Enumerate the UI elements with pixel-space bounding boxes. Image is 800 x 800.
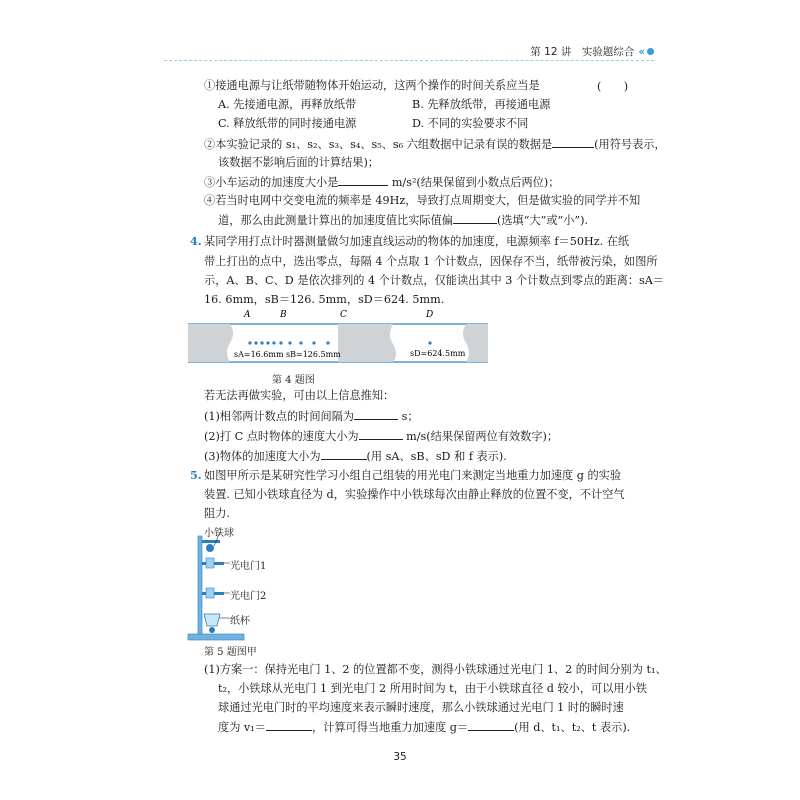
tape-sd-label: sD=624.5mm <box>410 349 466 358</box>
label-iron-ball: 小铁球 <box>204 528 234 539</box>
q3-part1-paren: ( ) <box>597 80 629 93</box>
q4-intro: 若无法再做实验，可由以上信息推知： <box>204 389 395 402</box>
tape-sb-label: sB=126.5mm <box>286 350 341 359</box>
header-divider <box>164 60 654 61</box>
q5-sub1-line1: (1)方案一：保持光电门 1、2 的位置都不变，测得小铁球通过光电门 1、2 的时间分别为 t₁、 <box>204 663 667 676</box>
tape-sa-label: sA=16.6mm <box>234 350 284 359</box>
iron-ball <box>206 544 214 552</box>
dot-icon <box>647 48 654 55</box>
q4-line2: 带上打出的点中，选出零点，每隔 4 个点取 1 个计数点，因保存不当，纸带被污染，如图所 <box>204 255 658 268</box>
answer-blank <box>321 448 367 460</box>
top-clamp <box>202 540 220 543</box>
tape-label-b: B <box>280 310 287 320</box>
header-title: 第 12 讲 实验题综合 <box>530 46 635 58</box>
page-number: 35 <box>393 751 407 763</box>
paper-cup <box>204 614 220 626</box>
gate2-sensor <box>206 588 214 598</box>
q3-option-a: A. 先接通电源，再释放纸带 <box>218 98 357 111</box>
q5-sub1-line3: 球通过光电门时的平均速度来表示瞬时速度，那么小铁球通过光电门 1 时的瞬时速 <box>218 701 624 714</box>
q3-part2-line2: 该数据不影响后面的计算结果)； <box>218 156 379 169</box>
smudge-left <box>188 324 233 362</box>
q4-sub2: (2)打 C 点时物体的速度大小为 m/s(结果保留两位有效数字)； <box>204 430 559 443</box>
q5-line1: 如图甲所示是某研究性学习小组自己组装的用光电门来测定当地重力加速度 g 的实验 <box>204 469 622 482</box>
q4-sub3: (3)物体的加速度大小为 (用 sA、sB、sD 和 f 表示). <box>204 450 507 463</box>
q5-line3: 阻力. <box>204 507 230 520</box>
q5-sub1-line4: 度为 v₁＝ ，计算可得当地重力加速度 g＝ (用 d、t₁、t₂、t 表示). <box>218 721 631 734</box>
page-header <box>530 44 654 59</box>
q3-part3: ③小车运动的加速度大小是 m/s²(结果保留到小数点后两位)； <box>204 176 560 189</box>
answer-blank <box>552 136 594 148</box>
answer-blank <box>354 408 398 420</box>
label-cup: 纸杯 <box>230 616 250 627</box>
answer-blank <box>266 719 312 731</box>
q4-sub1: (1)相邻两计数点的时间间隔为 s； <box>204 410 419 423</box>
label-gate1: 光电门1 <box>230 561 267 572</box>
q4-figure-caption: 第 4 题图 <box>272 375 315 386</box>
q3-option-c: C. 释放纸带的同时接通电源 <box>218 117 357 130</box>
q4-line3: 示，A、B、C、D 是依次排列的 4 个计数点，仅能读出其中 3 个计数点到零点的距离：sA＝ <box>204 274 665 287</box>
paper-tape-figure <box>188 308 488 368</box>
q4-line4: 16. 6mm，sB＝126. 5mm，sD＝624. 5mm. <box>204 293 445 306</box>
q5-number: 5. <box>190 468 202 482</box>
label-gate2: 光电门2 <box>230 591 267 602</box>
chevrons-icon: ‹‹ <box>638 45 643 58</box>
q3-option-d: D. 不同的实验要求不同 <box>412 117 529 130</box>
answer-blank <box>359 428 403 440</box>
q4-line1: 某同学用打点计时器测量做匀加速直线运动的物体的加速度，电源频率 f＝50Hz. 在纸 <box>204 235 630 248</box>
cup-stand <box>209 627 215 633</box>
q3-part4-line2: 道，那么由此测量计算出的加速度值比实际值偏 (选填“大”或“小”). <box>218 214 589 227</box>
q4-number: 4. <box>190 234 202 248</box>
answer-blank <box>468 719 514 731</box>
q5-line2: 装置. 已知小铁球直径为 d，实验操作中小铁球每次由静止释放的位置不变，不计空气 <box>204 488 625 501</box>
q3-part1-text: ①接通电源与让纸带随物体开始运动，这两个操作的时间关系应当是 <box>204 79 540 92</box>
stand-base <box>188 634 244 640</box>
q3-part4-line1: ④若当时电网中交变电流的频率是 49Hz，导致打点周期变大，但是做实验的同学并不知 <box>204 194 641 207</box>
smudge-middle <box>338 324 396 362</box>
tape-label-d: D <box>426 310 434 320</box>
answer-blank <box>338 174 388 186</box>
q3-part2-line1: ②本实验记录的 s₁、s₂、s₃、s₄、s₅、s₆ 六组数据中记录有误的数据是 (用符号表示， <box>204 138 666 151</box>
q5-figure-caption: 第 5 题图甲 <box>204 647 257 658</box>
tape-label-a: A <box>244 310 251 320</box>
answer-blank <box>453 212 497 224</box>
q5-sub1-line2: t₂，小铁球从光电门 1 到光电门 2 所用时间为 t，由于小铁球直径 d 较小，可以用小铁 <box>218 682 647 695</box>
stand-pole <box>198 536 202 636</box>
gate1-sensor <box>206 558 214 568</box>
q3-option-b: B. 先释放纸带，再接通电源 <box>412 98 551 111</box>
tape-label-c: C <box>340 310 347 320</box>
